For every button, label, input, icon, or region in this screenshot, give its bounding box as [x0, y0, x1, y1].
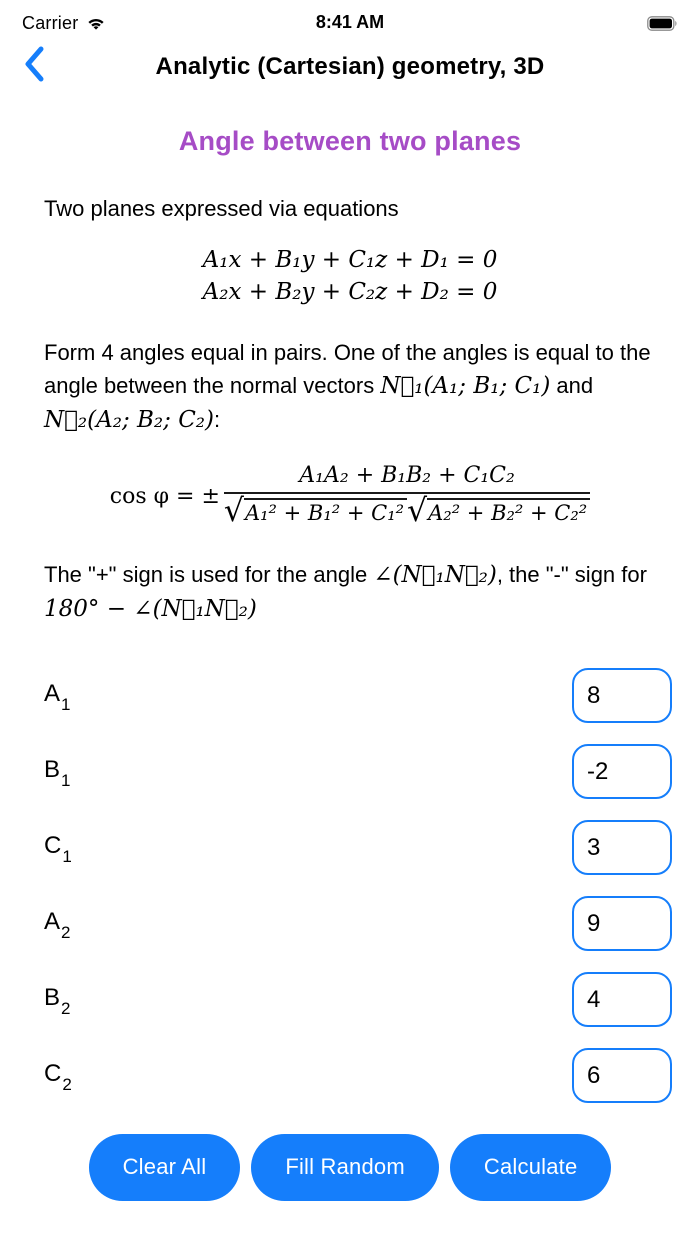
action-buttons [0, 1134, 700, 1201]
section-heading: Angle between two planes [178, 126, 522, 156]
sign-paragraph [44, 558, 672, 626]
carrier-label: Carrier [22, 12, 79, 33]
fraction-denominator [224, 492, 590, 530]
sqrt-symbol: √ [223, 493, 244, 529]
input-row-a1 [0, 658, 700, 734]
back-chevron-icon [24, 46, 44, 85]
sign-text-2: , the "-" sign for [496, 561, 647, 587]
normals-text-1: Form 4 angles equal in pairs. One of the angles is equal to the angle between the normal vectors [44, 340, 651, 398]
input-label-b2: $B_2$ [44, 983, 71, 1019]
calculate-button[interactable]: Calculate [450, 1134, 612, 1201]
normals-text-2: and [550, 373, 594, 398]
coefficient-input-a2[interactable] [572, 896, 672, 951]
status-bar [0, 0, 700, 38]
input-row-a2 [0, 886, 700, 962]
coefficient-input-b1[interactable] [572, 744, 672, 799]
input-row-b1 [0, 734, 700, 810]
formula-lhs: cos φ = ± [109, 483, 220, 509]
sqrt-symbol: √ [407, 493, 428, 529]
input-row-c1 [0, 810, 700, 886]
input-row-b2 [0, 962, 700, 1038]
angle-math-2: 180° − ∠(N⃗₁N⃗₂) [44, 595, 257, 622]
input-label-a1: $A_1$ [44, 679, 71, 715]
coefficient-input-c1[interactable] [572, 820, 672, 875]
sqrt-radicand-1: A₁² + B₁² + C₁² [244, 498, 407, 525]
coefficient-input-b2[interactable] [572, 972, 672, 1027]
equations-block [0, 244, 700, 308]
clear-all-button[interactable]: Clear All [89, 1134, 241, 1201]
normal-vector-2-math: N⃗₂(A₂; B₂; C₂) [44, 407, 214, 433]
sign-text-1: The "+" sign is used for the angle [44, 561, 374, 587]
equation-line-2: A₂x + B₂y + C₂z + D₂ = 0 [202, 279, 498, 305]
input-label-b1: $B_1$ [44, 755, 71, 791]
fill-random-button[interactable]: Fill Random [251, 1134, 439, 1201]
input-label-c1: $C_1$ [44, 831, 72, 867]
normals-text-3: : [213, 407, 221, 432]
coefficient-input-c2[interactable] [572, 1048, 672, 1103]
input-label-a2: $A_2$ [44, 907, 71, 943]
angle-math-1: ∠(N⃗₁N⃗₂) [373, 561, 497, 588]
page-title: Analytic (Cartesian) geometry, 3D [155, 53, 545, 80]
intro-text: Two planes expressed via equations [44, 196, 399, 221]
sqrt-radicand-2: A₂² + B₂² + C₂² [427, 498, 590, 525]
normal-vector-1-math: N⃗₁(A₁; B₁; C₁) [380, 373, 551, 399]
back-button[interactable] [14, 42, 54, 88]
fraction-numerator: A₁A₂ + B₁B₂ + C₁C₂ [299, 463, 515, 488]
equation-line-1: A₁x + B₁y + C₁z + D₁ = 0 [202, 247, 498, 273]
coefficient-inputs [0, 658, 700, 1114]
input-row-c2 [0, 1038, 700, 1114]
status-time: 8:41 AM [315, 12, 385, 32]
normals-paragraph [44, 336, 672, 437]
nav-bar [0, 38, 700, 96]
coefficient-input-a1[interactable] [572, 668, 672, 723]
sqrt-group-2 [407, 493, 590, 530]
cos-formula [0, 463, 700, 530]
fraction [224, 463, 590, 530]
input-label-c2: $C_2$ [44, 1059, 72, 1095]
sqrt-group-1 [223, 493, 407, 530]
